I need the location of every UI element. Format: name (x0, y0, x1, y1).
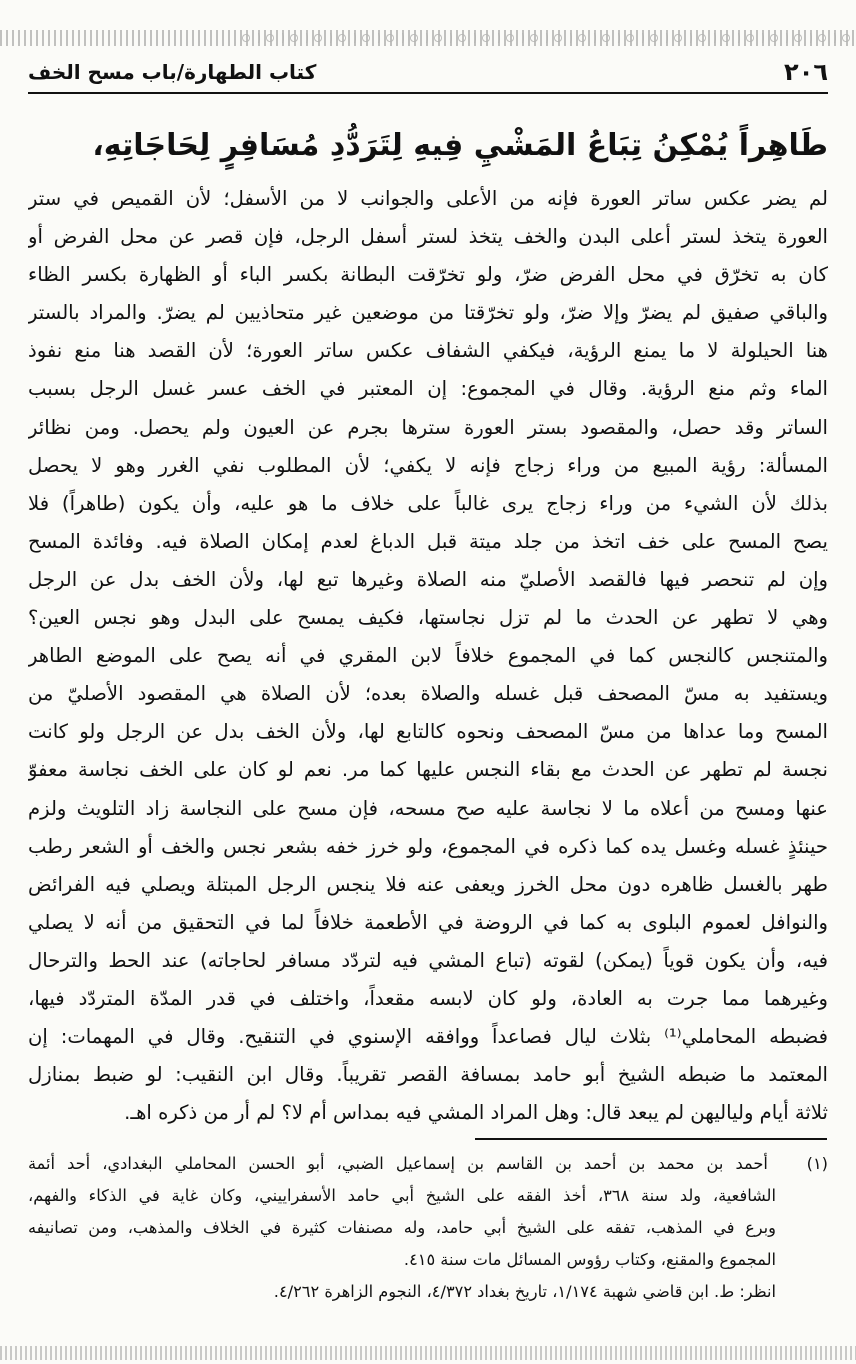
body-line: والمتنجس كالنجس كما في المجموع خلافاً لابن المقري في أنه يصح على الموضع الطاهر (28, 644, 828, 668)
body-line: والباقي صفيق لم يضرّ وإلا ضرّ، ولو تخرّقتا من موضعين غير متحاذيين لم يضرّ. والمراد بالستر (28, 301, 828, 325)
body-line: فيه، وأن يكون قوياً (يمكن) لقوته (تباع المشي فيه لتردّد مسافر لحاجاته) عند الحط والترحال (28, 948, 828, 972)
footnote-line: وبرع في المذهب، تفقه على الشيخ أبي حامد، وله مصنفات كثيرة في الخلاف والمذهب، ومن تصانيفه (28, 1218, 776, 1237)
body-line: نجسة لم تطهر عن الحدث مع بقاء النجس عليها كما مر. نعم لو كان على الخف نجاسة معفوّ (28, 758, 828, 782)
matn-text: طَاهِراً يُمْكِنُ تِبَاعُ المَشْيِ فِيهِ لِتَرَدُّدِ مُسَافِرٍ لِحَاجَاتِهِ، (92, 128, 828, 163)
footnote-line: المجموع والمقنع، وكتاب رؤوس المسائل مات سنة ٤١٥. (403, 1250, 776, 1269)
top-ornament-border (0, 30, 856, 46)
body-line: لم يضر عكس ساتر العورة فإنه من الأعلى والجوانب لا من الأسفل؛ لأن القميص في ستر (28, 187, 828, 210)
footnote-line: انظر: ط. ابن قاضي شهبة ١/١٧٤، تاريخ بغداد ٤/٣٧٢، النجوم الزاهرة ٤/٢٦٢. (273, 1282, 776, 1301)
page-number: ٢٠٦ (784, 58, 828, 86)
body-line: المعتمد ما ضبطه الشيخ أبو حامد بمسافة القصر تقريباً. وقال ابن النقيب: لو ضبط بمنازل (28, 1063, 828, 1087)
footnotes (28, 1148, 828, 1308)
commentary-body (28, 180, 828, 1125)
footnote-line (28, 1148, 828, 1180)
body-line: والنوافل لعموم البلوى به كما في الروضة في الأطعمة خلافاً لما في التحقيق من أنه لا يصلي (28, 910, 828, 934)
body-line: فضبطه المحاملي⁽¹⁾ بثلاث ليال فصاعداً ووافقه الإسنوي في التنقيح. وقال في المهمات: إن (28, 1025, 828, 1049)
body-line: وهي لا تطهر عن الحدث ما لم تزل نجاستها، فكيف يمسح على البدل وهو نجس العين؟ (28, 606, 828, 630)
body-line: كان به تخرّق في محل الفرض ضرّ، ولو تخرّقت البطانة بكسر الباء أو الظهارة بكسر الظاء (28, 263, 828, 287)
body-line: المسح وما عداها من مسّ المصحف ونحوه كالتابع لها، ولأن الخف بدل عن الرجل ولو كانت (28, 720, 828, 744)
footnote-line: الشافعية، ولد سنة ٣٦٨، أخذ الفقه على الشيخ أبي حامد الأسفراييني، وكان غاية في الذكاء والفهم، (28, 1186, 776, 1205)
body-line: عنها ومسح من أعلاه ما لا نجاسة عليه صح مسحه، فإن مسح على النجاسة زاد التلويث ولزم (28, 796, 828, 820)
body-line: حينئذٍ غسله وغسل يده كما ذكره في المجموع، ولو خرز خفه بشعر نجس والخف أو الشعر رطب (28, 834, 828, 858)
footnote-marker: (١) (806, 1154, 828, 1173)
body-line: العورة يتخذ لستر أعلى البدن والخف يتخذ لستر أسفل الرجل، فإن قصر عن محل الفرض أو (28, 225, 828, 249)
body-line: الماء وثم منع الرؤية. وقال في المجموع: إن المعتبر في الخف عسر غسل الرجل بسبب (28, 377, 828, 401)
running-head: كتاب الطهارة/باب مسح الخف (28, 60, 317, 84)
bottom-ornament-border (0, 1346, 856, 1360)
footnote-separator (475, 1138, 827, 1140)
body-line: هنا الحيلولة لا ما يمنع الرؤية، فيكفي الشفاف عكس ساتر العورة؛ لأن القصد هنا منع نفوذ (28, 339, 828, 363)
body-line: يصح المسح على خف اتخذ من جلد ميتة قبل الدباغ لعدم إمكان الصلاة فيه. وفائدة المسح (28, 529, 828, 553)
footnote-text: أحمد بن محمد بن أحمد بن القاسم بن إسماعيل الضبي، أبو الحسن المحاملي البغدادي، أحد أئمة (28, 1154, 768, 1173)
body-line: ويستفيد به مسّ المصحف قبل غسله والصلاة بعده؛ لأن الصلاة هي المقصود الأصليّ من (28, 682, 828, 706)
body-line: وإن لم تنحصر فيها فالقصد الأصليّ منه الصلاة وغيرها تبع لها، ولأن الخف بدل عن الرجل (28, 567, 828, 591)
body-line: المسألة: رؤية المبيع من وراء زجاج فإنه لا يكفي؛ لأن المطلوب نفي الغرر وهو لا يحصل (28, 453, 828, 477)
body-line: الساتر وقد حصل، والمقصود بستر العورة سترها بجرم عن العيون ولم يحصل. ومن نظائر (28, 415, 828, 439)
body-line: ثلاثة أيام ولياليهن لم يبعد قال: وهل المراد المشي فيه بمداس أم لا؟ لم أر من ذكره اهـ. (124, 1101, 828, 1125)
body-line: طهر بالغسل ظاهره دون محل الخرز ويعفى عنه فلا ينجس الرجل المبتلة ويصلي فيه الفرائض (28, 872, 828, 896)
body-line: بذلك لأن الشيء من وراء زجاج يرى غالباً على خلاف ما هو عليه، وأن يكون (طاهراً) فلا (28, 491, 828, 515)
page-header (28, 58, 828, 94)
body-line: وغيرهما مما جرت به العادة، ولو كان لابسه مقعداً، واختلف في قدر المدّة المتردّد فيها، (28, 986, 828, 1010)
